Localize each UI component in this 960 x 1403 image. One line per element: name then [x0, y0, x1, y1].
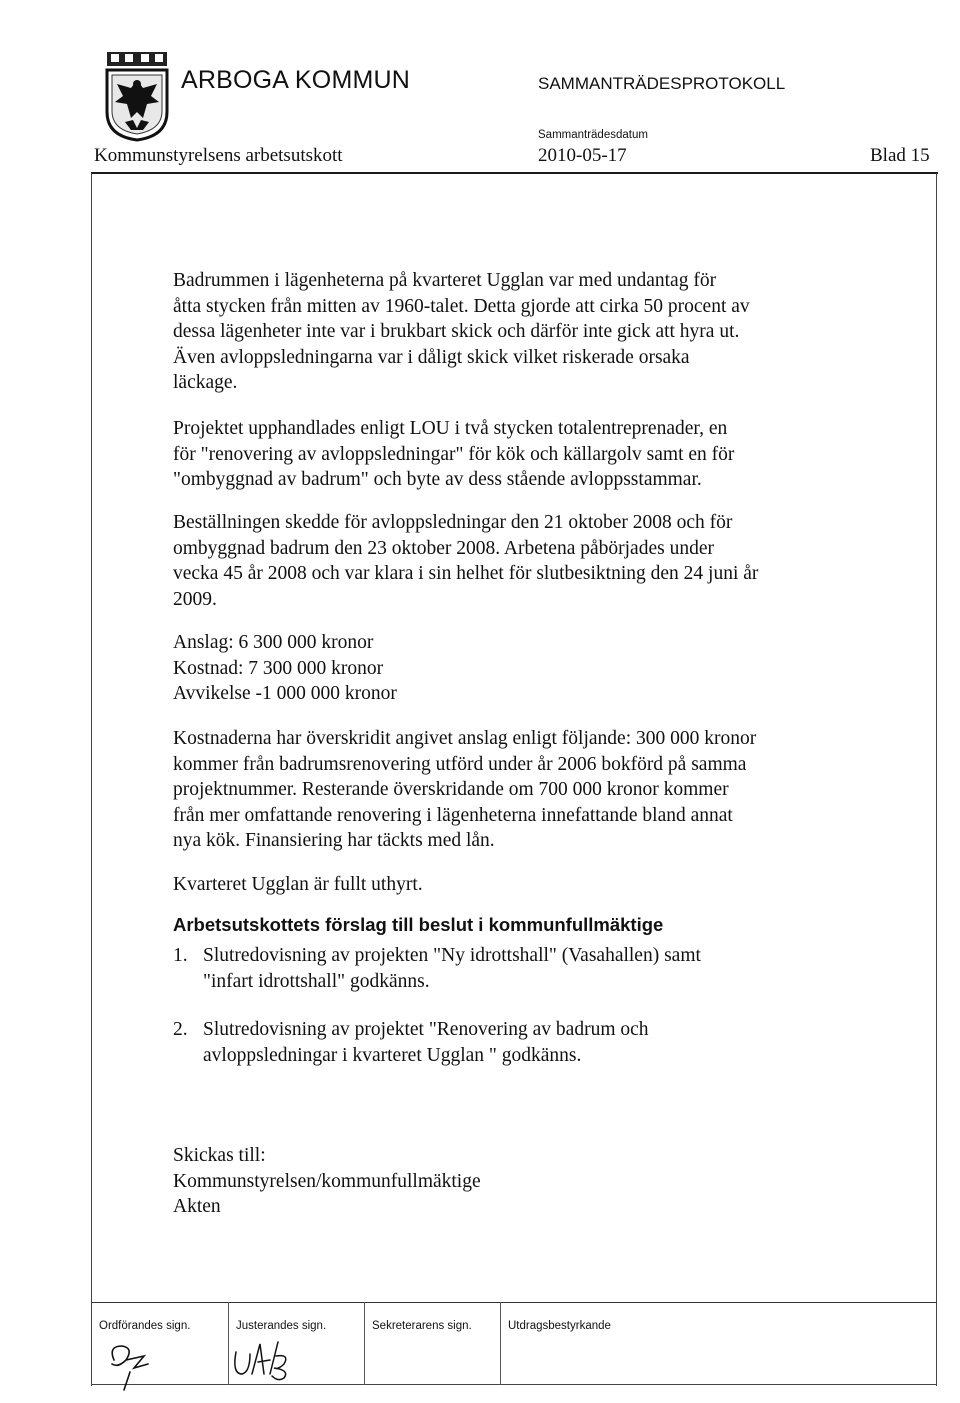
secretary-signature-label: Sekreterarens sign. [372, 1320, 472, 1332]
paragraph-occupancy [173, 872, 853, 898]
meeting-date: 2010-05-17 [538, 145, 627, 166]
frame-right-border [936, 173, 937, 1386]
paragraph-procurement [173, 416, 853, 493]
paragraph-background [173, 268, 853, 396]
distribution-recipient: Akten [173, 1196, 221, 1217]
chair-signature [104, 1338, 174, 1392]
committee-name: Kommunstyrelsens arbetsutskott [94, 145, 343, 166]
paragraph-order-timeline [173, 510, 853, 612]
adjuster-signature [228, 1334, 298, 1384]
paragraph-cost-overrun [173, 726, 853, 854]
signature-box-top [91, 1302, 937, 1303]
adjuster-signature-label: Justerandes sign. [236, 1320, 327, 1332]
text-line: 2009. [173, 588, 217, 610]
proposal-heading: Arbetsutskottets förslag till beslut i kommunfullmäktige [173, 914, 664, 935]
text-line: Slutredovisning av projekten "Ny idrottshall" (Vasahallen) samt [203, 945, 701, 966]
chair-signature-label: Ordförandes sign. [99, 1320, 191, 1332]
budget-summary [173, 630, 853, 707]
text-line: för "renovering av avloppsledningar" för kök och källargolv samt en för [173, 443, 735, 465]
document-type: SAMMANTRÄDESPROTOKOLL [538, 74, 786, 93]
frame-bottom-border [91, 1384, 937, 1385]
item-number: 1. [173, 945, 188, 966]
text-line: vecka 45 år 2008 och var klara i sin helhet för slutbesiktning den 24 juni år [173, 563, 759, 584]
text-line: projektnummer. Resterande överskridande om 700 000 kronor kommer [173, 779, 729, 800]
signature-divider [364, 1302, 365, 1385]
text-line: "ombyggnad av badrum" och byte av dess stående avloppsstammar. [173, 469, 702, 490]
text-line: "infart idrottshall" godkänns. [203, 970, 430, 992]
text-line: avloppsledningar i kvarteret Ugglan " godkänns. [203, 1044, 582, 1066]
signature-divider [500, 1302, 501, 1385]
text-line: Projektet upphandlades enligt LOU i två stycken totalentreprenader, en [173, 418, 728, 439]
text-line: ombyggnad badrum den 23 oktober 2008. Arbetena påbörjades under [173, 537, 714, 559]
distribution-heading: Skickas till: [173, 1145, 266, 1166]
text-line: läckage. [173, 372, 238, 393]
date-label: Sammanträdesdatum [538, 129, 648, 141]
budget-deviation: Avvikelse -1 000 000 kronor [173, 683, 397, 704]
text-line: Slutredovisning av projektet "Renovering av badrum och [203, 1019, 649, 1040]
distribution-list [173, 1143, 853, 1220]
budget-cost: Kostnad: 7 300 000 kronor [173, 657, 384, 679]
extract-certification-label: Utdragsbestyrkande [508, 1320, 611, 1332]
text-line: Kostnaderna har överskridit angivet anslag enligt följande: 300 000 kronor [173, 728, 757, 749]
text-line: Även avloppsledningarna var i dåligt skick vilket riskerade orsaka [173, 346, 690, 368]
header-rule [91, 172, 938, 174]
text-line: dessa lägenheter inte var i brukbart skick och därför inte gick att hyra ut. [173, 321, 740, 342]
text-line: Kvarteret Ugglan är fullt uthyrt. [173, 874, 423, 895]
text-line: åtta stycken från mitten av 1960-talet. Detta gjorde att cirka 50 procent av [173, 295, 750, 317]
text-line: Beställningen skedde för avloppsledningar den 21 oktober 2008 och för [173, 512, 733, 533]
arboga-crest-icon [103, 50, 171, 142]
text-line: nya kök. Finansiering har täckts med lån. [173, 830, 495, 851]
frame-left-border [91, 173, 92, 1386]
distribution-recipient: Kommunstyrelsen/kommunfullmäktige [173, 1170, 481, 1192]
page-number: Blad 15 [870, 145, 930, 166]
text-line: Badrummen i lägenheterna på kvarteret Ugglan var med undantag för [173, 270, 717, 291]
item-number: 2. [173, 1019, 188, 1040]
budget-allocation: Anslag: 6 300 000 kronor [173, 632, 374, 653]
org-name: ARBOGA KOMMUN [181, 66, 411, 94]
text-line: från mer omfattande renovering i lägenheterna innefattande bland annat [173, 804, 733, 826]
text-line: kommer från badrumsrenovering utförd under år 2006 bokförd på samma [173, 753, 747, 775]
